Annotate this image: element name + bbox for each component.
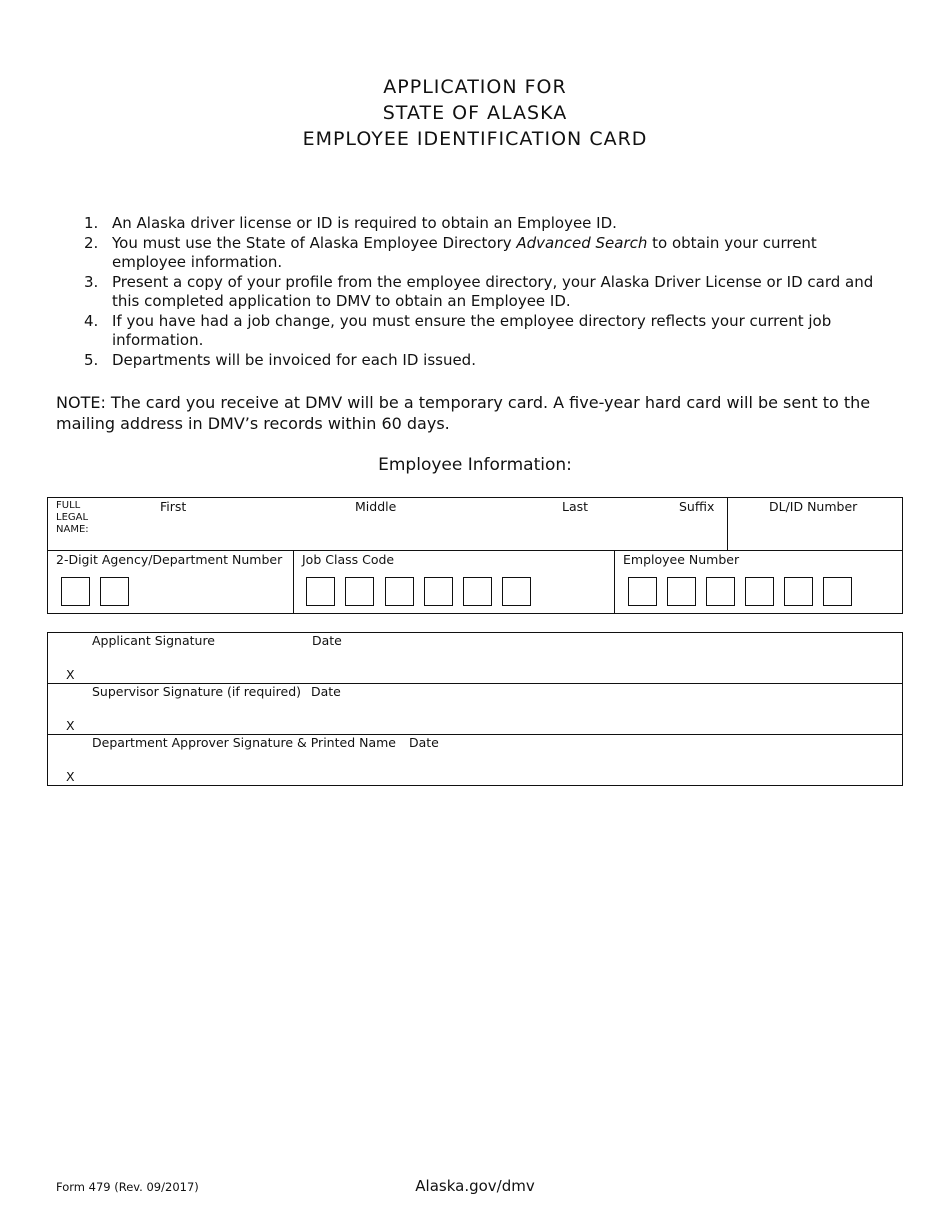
- supervisor-signature-label: Supervisor Signature (if required): [92, 684, 302, 699]
- instruction-number: 5.: [84, 350, 99, 369]
- approver-signature-label: Department Approver Signature & Printed Name: [92, 735, 396, 750]
- section-heading: Employee Information:: [378, 455, 572, 475]
- employee-number-digit-box[interactable]: [667, 577, 696, 606]
- instruction-item: [84, 273, 894, 312]
- instruction-number: 3.: [84, 272, 99, 291]
- agency-digit-box[interactable]: [100, 577, 129, 606]
- instruction-text: Present a copy of your profile from the employee directory, your Alaska Driver License or ID card and this completed application to DMV to obtain an Employee ID.: [112, 272, 874, 310]
- instruction-text: An Alaska driver license or ID is required to obtain an Employee ID.: [112, 214, 617, 232]
- first-name-label: First: [160, 499, 187, 514]
- full-legal-name-label: FULL LEGAL NAME:: [56, 500, 89, 535]
- instruction-text: Departments will be invoiced for each ID issued.: [112, 350, 476, 369]
- employee-info-table: [47, 497, 903, 614]
- job-class-digit-box[interactable]: [385, 577, 414, 606]
- applicant-date-label: Date: [312, 633, 342, 648]
- approver-date-label: Date: [409, 735, 439, 750]
- suffix-label: Suffix: [679, 499, 715, 514]
- instructions-list: [84, 214, 894, 370]
- job-class-digit-box[interactable]: [502, 577, 531, 606]
- middle-name-label: Middle: [355, 499, 397, 514]
- employee-number-digit-box[interactable]: [823, 577, 852, 606]
- form-title-line-1: APPLICATION FOR: [383, 76, 567, 98]
- instruction-item: [84, 351, 894, 371]
- agency-number-label: 2-Digit Agency/Department Number: [56, 552, 283, 567]
- form-title: [0, 74, 950, 152]
- supervisor-signature-line[interactable]: X: [66, 718, 75, 733]
- job-class-digit-box[interactable]: [345, 577, 374, 606]
- table-divider: [727, 498, 728, 551]
- applicant-signature-label: Applicant Signature: [92, 633, 215, 648]
- instruction-number: 2.: [84, 233, 99, 252]
- agency-digit-box[interactable]: [61, 577, 90, 606]
- instruction-text: You must use the State of Alaska Employee Directory: [112, 233, 517, 252]
- job-class-digit-box[interactable]: [424, 577, 453, 606]
- supervisor-date-label: Date: [311, 684, 341, 699]
- employee-number-digit-box[interactable]: [628, 577, 657, 606]
- form-number: Form 479 (Rev. 09/2017): [56, 1180, 199, 1194]
- instruction-text: If you have had a job change, you must ensure the employee directory reflects your current job information.: [112, 311, 832, 349]
- note-paragraph: NOTE: The card you receive at DMV will be a temporary card. A five-year hard card will be sent to the mailing address in DMV’s records within 60 days.: [56, 393, 871, 433]
- employee-number-digit-box[interactable]: [745, 577, 774, 606]
- approver-signature-line[interactable]: X: [66, 769, 75, 784]
- dl-id-number-label: DL/ID Number: [769, 499, 858, 514]
- employee-number-digit-box[interactable]: [784, 577, 813, 606]
- form-title-line-3: EMPLOYEE IDENTIFICATION CARD: [302, 128, 648, 150]
- signature-table: [47, 632, 903, 786]
- table-divider: [293, 550, 294, 613]
- form-title-line-2: STATE OF ALASKA: [382, 102, 568, 124]
- instruction-number: 1.: [84, 214, 99, 232]
- instruction-emphasis: Advanced Search: [516, 233, 648, 252]
- applicant-signature-line[interactable]: X: [66, 667, 75, 682]
- instruction-item: [84, 234, 894, 273]
- instruction-text: to obtain your current employee information.: [112, 233, 817, 271]
- instruction-item: [84, 214, 894, 234]
- table-divider: [614, 550, 615, 613]
- instruction-number: 4.: [84, 311, 99, 330]
- job-class-code-label: Job Class Code: [302, 552, 395, 567]
- website-link[interactable]: Alaska.gov/dmv: [415, 1177, 535, 1195]
- instruction-item: [84, 312, 894, 351]
- table-divider: [48, 550, 902, 551]
- job-class-digit-box[interactable]: [306, 577, 335, 606]
- employee-number-label: Employee Number: [623, 552, 740, 567]
- job-class-digit-box[interactable]: [463, 577, 492, 606]
- employee-number-digit-box[interactable]: [706, 577, 735, 606]
- last-name-label: Last: [562, 499, 589, 514]
